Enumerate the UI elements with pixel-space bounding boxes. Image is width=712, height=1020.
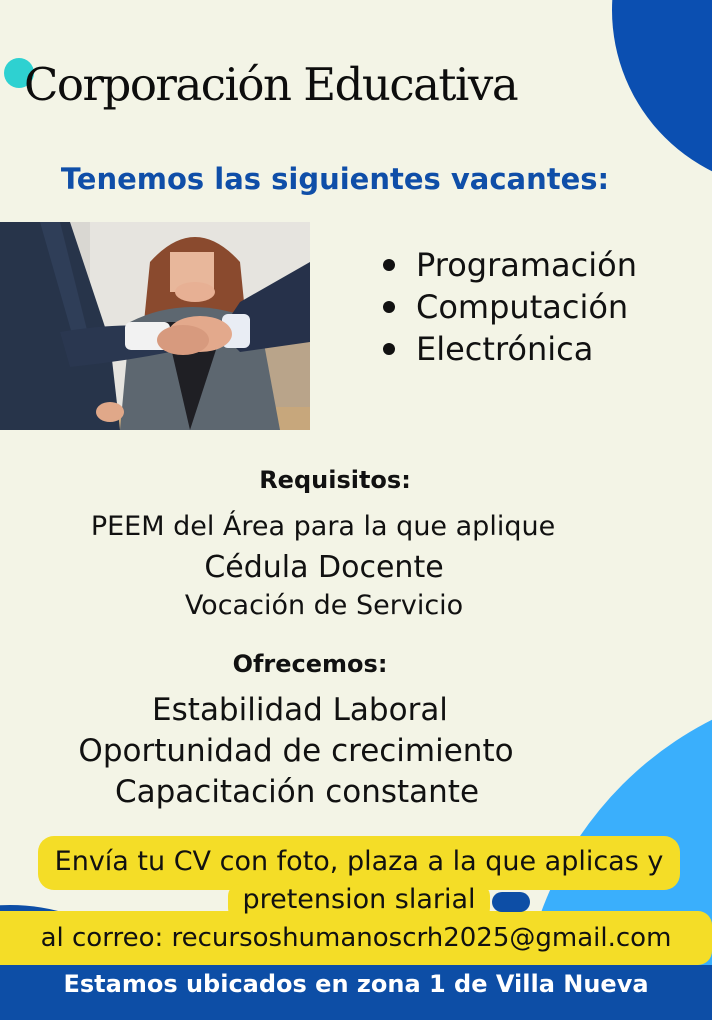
vacancy-list bbox=[383, 244, 637, 370]
vacancy-label: Electrónica bbox=[416, 330, 594, 368]
list-item bbox=[383, 286, 637, 328]
requirement-item: Cédula Docente bbox=[204, 550, 444, 585]
offer-heading: Ofrecemos: bbox=[232, 650, 388, 678]
vacancy-label: Computación bbox=[416, 288, 629, 326]
offer-item: Estabilidad Laboral bbox=[152, 692, 448, 728]
bullet-icon bbox=[383, 301, 395, 313]
handshake-illustration bbox=[0, 222, 310, 430]
cta-line: pretension slarial bbox=[242, 884, 476, 915]
cta-line: Envía tu CV con foto, plaza a la que aplicas y bbox=[54, 846, 664, 877]
vacancies-heading: Tenemos las siguientes vacantes: bbox=[60, 162, 610, 196]
offer-item: Oportunidad de crecimiento bbox=[78, 733, 514, 769]
requirement-item: Vocación de Servicio bbox=[184, 590, 464, 621]
list-item bbox=[383, 244, 637, 286]
contact-email-line: al correo: recursoshumanoscrh2025@gmail.com bbox=[40, 923, 672, 953]
requirement-item: PEEM del Área para la que aplique bbox=[90, 511, 556, 542]
requirements-heading: Requisitos: bbox=[259, 466, 411, 494]
poster-title: Corporación Educativa bbox=[24, 58, 518, 111]
bullet-icon bbox=[383, 343, 395, 355]
location-footer: Estamos ubicados en zona 1 de Villa Nueva bbox=[63, 970, 649, 998]
bullet-icon bbox=[383, 259, 395, 271]
list-item bbox=[383, 328, 637, 370]
vacancy-label: Programación bbox=[416, 246, 637, 284]
handshake-photo bbox=[0, 222, 310, 430]
offer-item: Capacitación constante bbox=[114, 774, 480, 810]
blue-pill-decoration bbox=[492, 892, 530, 912]
